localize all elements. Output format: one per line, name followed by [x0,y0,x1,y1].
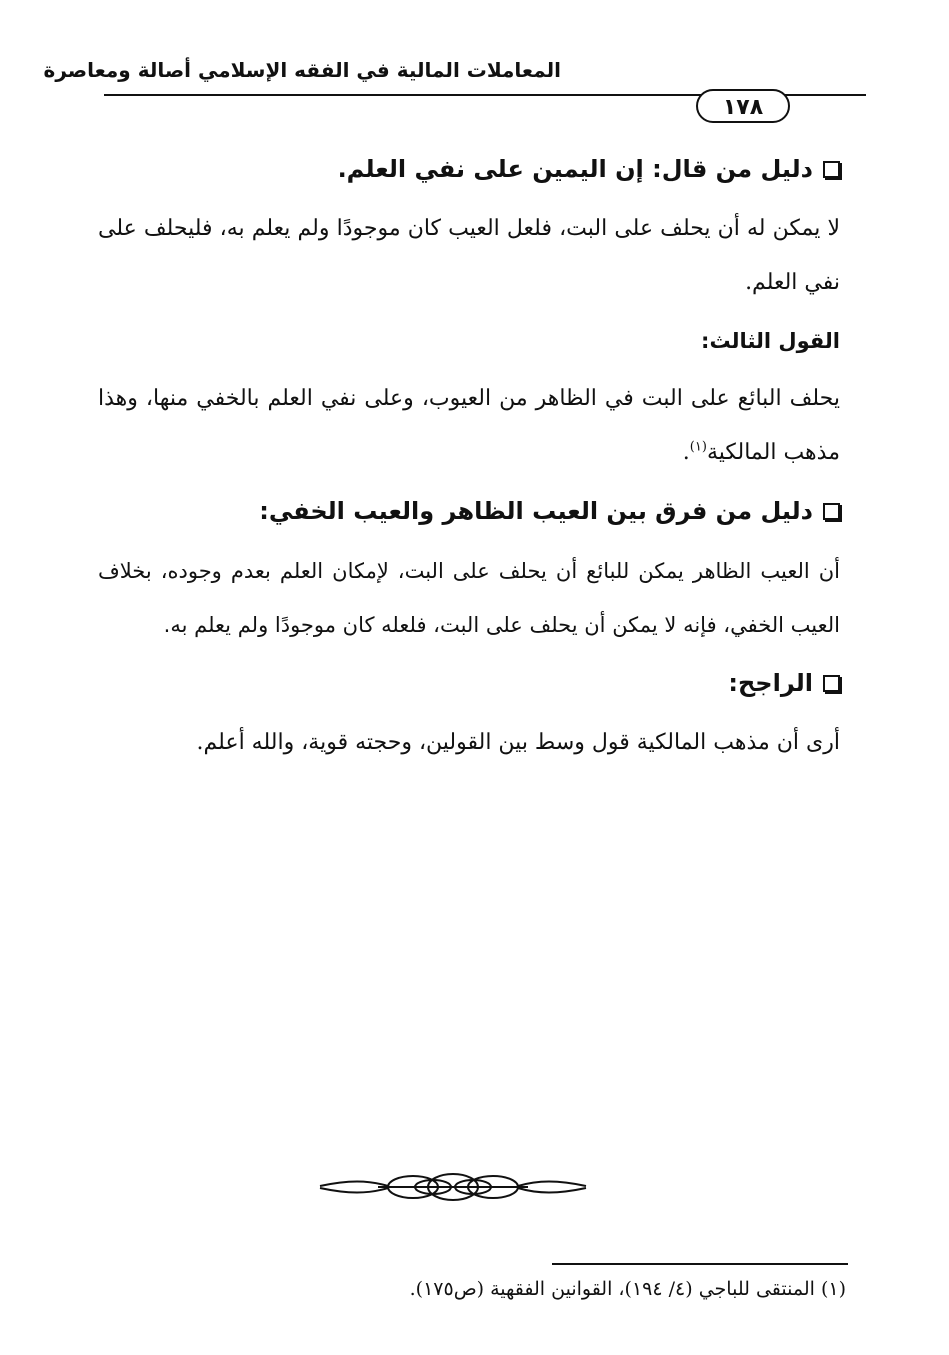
paragraph-third-opinion [98,372,840,480]
heading-text: دليل من قال: إن اليمين على نفي العلم. [337,155,813,183]
paragraph-end: . [682,440,690,465]
section-heading-third-opinion: القول الثالث: [701,329,840,353]
section-heading-evidence-2 [98,492,840,530]
square-bullet-icon [823,161,840,178]
main-content [98,150,840,782]
paragraph-text: يحلف البائع على البت في الظاهر من العيوب، وعلى نفي العلم بالخفي منها، وهذا مذهب المالكية [98,386,840,465]
paragraph-evidence-1: لا يمكن له أن يحلف على البت، فلعل العيب كان موجودًا ولم يعلم به، فليحلف على نفي العلم. [98,216,840,295]
heading-text: دليل من فرق بين العيب الظاهر والعيب الخفي: [259,497,813,525]
paragraph-preferred: أرى أن مذهب المالكية قول وسط بين القولين، وحجته قوية، والله أعلم. [196,730,840,755]
square-bullet-icon [823,503,840,520]
footnote-reference[interactable]: (١) [689,439,707,455]
square-bullet-icon [823,675,840,692]
section-heading-evidence-1 [98,150,840,188]
footnote-rule [552,1263,848,1265]
section-heading-preferred [98,664,840,702]
page-number: ١٧٨ [696,89,790,123]
book-title: المعاملات المالية في الفقه الإسلامي أصالة ومعاصرة [43,58,561,82]
ornament-divider-icon [318,1166,588,1206]
footnote-1: (١) المنتقى للباجي (٤/ ١٩٤)، القوانين الفقهية (ص١٧٥). [409,1278,846,1300]
paragraph-evidence-2: أن العيب الظاهر يمكن للبائع أن يحلف على البت، لإمكان العلم بعدم وجوده، بخلاف العيب الخفي، فإنه لا يمكن أن يحلف على البت، فلعله كان موجودًا ولم يعلم به. [98,559,840,637]
heading-text: الراجح: [728,669,813,697]
